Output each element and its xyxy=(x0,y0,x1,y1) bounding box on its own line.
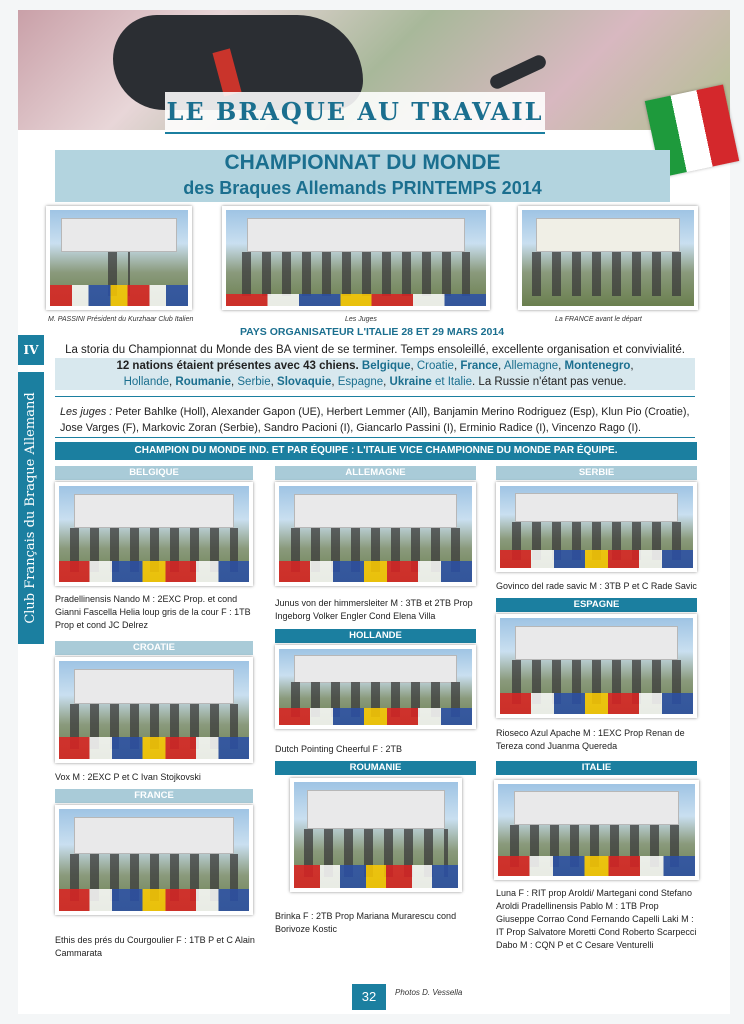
country-label-italie: ITALIE xyxy=(496,761,697,775)
nation-slovaquie: Slovaquie xyxy=(277,376,332,388)
champion-bar: CHAMPION DU MONDE IND. ET PAR ÉQUIPE : L'ITALIE VICE CHAMPIONNE DU MONDE PAR ÉQUIPE. xyxy=(55,442,697,460)
result-hollande: Dutch Pointing Cheerful F : 2TB xyxy=(275,744,403,754)
nation-allemagne: Allemagne xyxy=(503,360,559,372)
photo-judges xyxy=(222,206,490,310)
nation-italie: Italie xyxy=(447,376,473,388)
caption-france: La FRANCE avant le départ xyxy=(555,316,642,323)
word-et: et xyxy=(434,376,445,388)
section-title-band xyxy=(165,92,545,134)
result-belgique: Pradellinensis Nando M : 2EXC Prop. et cond Gianni Fascella Helia loup gris de la cour F : 1TB Prop et cond JC Delrez xyxy=(55,594,251,630)
photos-credit: Photos D. Vessella xyxy=(395,988,463,997)
divider-bottom xyxy=(55,437,695,438)
country-label-belgique: BELGIQUE xyxy=(55,466,253,480)
country-label-allemagne: ALLEMAGNE xyxy=(275,466,476,480)
country-label-france: FRANCE xyxy=(55,789,253,803)
photo-espagne xyxy=(496,614,697,718)
judges-line2: Jose Varges (F), Markovic Zoran (Serbie), Sandro Pacioni (I), Giancarlo Passini (I), Erminio Radice (I), Vincenzo Rago (I). xyxy=(60,422,642,434)
judges-label: Les juges : xyxy=(60,406,113,418)
result-italie: Luna F : RIT prop Aroldi/ Martegani cond Stefano Aroldi Pradellinensis Pablo M : 1TB Prop Giuseppe Corrao Cond Fernando Capelli Laki M : IT Prop Salvatore Moretti Cond Roberto Scarpecci Dabo M : CQN P et C Cesare Venturelli xyxy=(496,888,697,950)
dog-tail xyxy=(488,53,548,91)
country-label-roumanie: ROUMANIE xyxy=(275,761,476,775)
championship-title-line1: CHAMPIONNAT DU MONDE xyxy=(224,151,501,174)
photo-passini xyxy=(46,206,192,310)
photo-france xyxy=(55,805,253,915)
page-number: 32 xyxy=(352,984,386,1010)
championship-title-line2: des Braques Allemands PRINTEMPS 2014 xyxy=(183,178,542,198)
nation-serbie: Serbie xyxy=(237,376,271,388)
photo-hollande xyxy=(275,645,476,729)
result-croatie: Vox M : 2EXC P et C Ivan Stojkovski xyxy=(55,772,201,782)
nation-belgique: Belgique xyxy=(361,360,411,372)
club-name: Club Français du Braque Allemand xyxy=(23,392,38,624)
photo-france-team xyxy=(518,206,698,310)
nation-espagne: Espagne xyxy=(337,376,384,388)
result-espagne: Rioseco Azul Apache M : 1EXC Prop Renan de Tereza cond Juanma Quereda xyxy=(496,728,685,751)
caption-passini: M. PASSINI Président du Kurzhaar Club Italien xyxy=(48,316,194,323)
country-label-croatie: CROATIE xyxy=(55,641,253,655)
photo-roumanie xyxy=(290,778,462,892)
country-label-espagne: ESPAGNE xyxy=(496,598,697,612)
result-france: Ethis des prés du Courgoulier F : 1TB P et C Alain Cammarata xyxy=(55,935,255,958)
photo-croatie xyxy=(55,657,253,763)
photo-belgique xyxy=(55,482,253,586)
chapter-tab: IV xyxy=(18,335,44,365)
photo-allemagne xyxy=(275,482,476,586)
nation-hollande: Hollande xyxy=(123,376,170,388)
intro-paragraph xyxy=(55,342,695,390)
organizer-heading: PAYS ORGANISATEUR L'ITALIE 28 ET 29 MARS 2014 xyxy=(239,326,505,338)
nation-montenegro: Montenegro xyxy=(564,360,631,372)
judges-list xyxy=(60,404,700,436)
caption-judges: Les Juges xyxy=(345,316,377,323)
result-serbie: Govinco del rade savic M : 3TB P et C Rade Savic xyxy=(496,581,697,591)
nation-france: France xyxy=(460,360,499,372)
club-side-tab xyxy=(18,372,44,644)
nation-ukraine: Ukraine xyxy=(389,376,432,388)
country-label-serbie: SERBIE xyxy=(496,466,697,480)
photo-serbie xyxy=(496,482,697,572)
result-roumanie: Brinka F : 2TB Prop Mariana Murarescu cond Borivoze Kostic xyxy=(275,911,457,934)
nations-list: 12 nations étaient présentes avec 43 chiens. Belgique, Croatie, France, Allemagne, Montenegro, Hollande, Roumanie, Serbie, Slovaquie, Espagne, Ukraine et Italie. La Russie n'étant pas venue. xyxy=(55,358,695,390)
intro-sentence: La storia du Championnat du Monde des BA vient de se terminer. Temps ensoleillé, excellente organisation et convivialité. xyxy=(65,344,685,356)
nations-lead: 12 nations étaient présentes avec 43 chiens. xyxy=(116,360,359,372)
championship-title-box xyxy=(55,150,670,202)
country-label-hollande: HOLLANDE xyxy=(275,629,476,643)
nation-roumanie: Roumanie xyxy=(175,376,231,388)
nation-croatie: Croatie xyxy=(416,360,454,372)
divider-top xyxy=(55,396,695,397)
russia-note: La Russie n'étant pas venue. xyxy=(478,376,627,388)
result-allemagne: Junus von der himmersleiter M : 3TB et 2TB Prop Ingeborg Volker Engler Cond Elena Villa xyxy=(275,598,473,621)
judges-line1: Peter Bahlke (Holl), Alexander Gapon (UE), Herbert Lemmer (All), Banjamin Merino Rodriguez (Esp), Klun Pio (Croatie), xyxy=(115,406,690,418)
photo-italie xyxy=(494,780,699,880)
section-title: LE BRAQUE AU TRAVAIL xyxy=(166,97,544,126)
